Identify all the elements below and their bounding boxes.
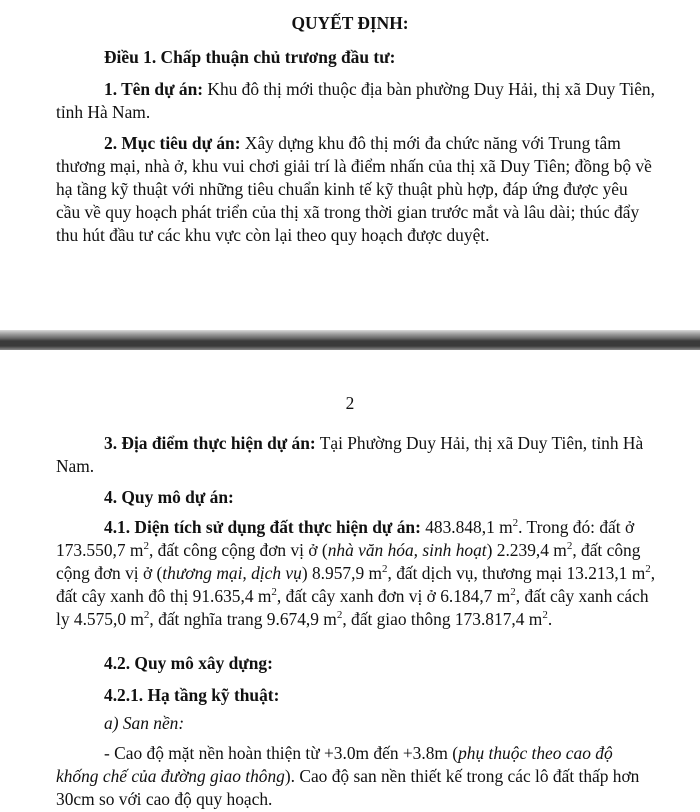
project-scale-heading: 4. Quy mô dự án: [104, 487, 234, 507]
page-number: 2 [345, 393, 355, 413]
article-1-heading: Điều 1. Chấp thuận chủ trương đầu tư: [104, 47, 396, 67]
project-name-paragraph [56, 78, 656, 124]
location-label: 3. Địa điểm thực hiện dự án: [104, 433, 316, 453]
construction-scale-heading: 4.2. Quy mô xây dựng: [104, 653, 273, 673]
project-objective-text: Xây dựng khu đô thị mới đa chức năng với Trung tâm thương mại, nhà ở, khu vui chơi giải trí là điểm nhấn của thị xã Duy Tiên; đồng bộ về hạ tầng kỹ thuật với những tiêu chuẩn kinh tế kỹ thuật phù hợp, đáp ứng được yêu cầu về quy hoạch phát triển của thị xã trong thời gian trước mắt và lâu dài; thúc đẩy thu hút đầu tư các khu vực còn lại theo quy hoạch được duyệt. [56, 133, 652, 245]
location-paragraph [56, 432, 656, 478]
leveling-heading: a) San nền: [104, 713, 185, 733]
page-break [0, 330, 700, 350]
technical-infrastructure-heading: 4.2.1. Hạ tầng kỹ thuật: [104, 685, 280, 705]
project-name-text: Khu đô thị mới thuộc địa bàn phường Duy Hải, thị xã Duy Tiên, tỉnh Hà Nam. [56, 79, 655, 122]
land-area-paragraph: 4.1. Diện tích sử dụng đất thực hiện dự án: 483.848,1 $m^2$. Trong đó: đất ở 173.550,7 $m^2$, đất công cộng đơn vị ở (nhà văn hóa, sinh hoạt) 2.239,4 $m^2$, đất công cộng đơn vị ở (thương mại, dịch vụ) 8.957,9 $m^2$, đất dịch vụ, thương mại 13.213,1 $m^2$, đất cây xanh đô thị 91.635,4 $m^2$, đất cây xanh đơn vị ở 6.184,7 $m^2$, đất cây xanh cách ly 4.575,0 $m^2$, đất nghĩa trang 9.674,9 $m^2$, đất giao thông 173.817,4 $m^2$. [56, 517, 656, 629]
land-area-label: 4.1. Diện tích sử dụng đất thực hiện dự án: [104, 517, 421, 537]
location-text: Tại Phường Duy Hải, thị xã Duy Tiên, tỉnh Hà Nam. [56, 433, 644, 476]
project-objective-label: 2. Mục tiêu dự án: [104, 133, 241, 153]
document-page-bottom [0, 350, 700, 812]
project-objective-paragraph [56, 132, 656, 247]
leveling-bullet: - Cao độ mặt nền hoàn thiện từ +3.0m đến +3.8m (phụ thuộc theo cao độ khống chế của đường giao thông). Cao độ san nền thiết kế trong các lô đất thấp hơn 30cm so với cao độ quy hoạch. [56, 743, 640, 809]
document-page-top [0, 0, 700, 330]
decision-title: QUYẾT ĐỊNH: [291, 13, 409, 33]
project-name-label: 1. Tên dự án: [104, 79, 204, 99]
